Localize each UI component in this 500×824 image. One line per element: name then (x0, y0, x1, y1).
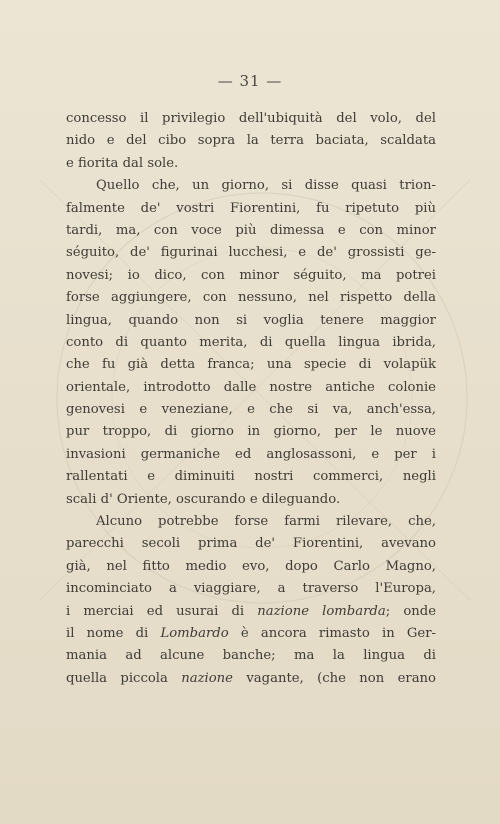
text-line (66, 578, 436, 600)
text-run: pur troppo, di giorno in giorno, per le nuove (66, 424, 436, 440)
text-run: Quello che, un giorno, si disse quasi trion- (96, 178, 436, 194)
text-run: genovesi e veneziane, e che si va, anch'essa, (66, 402, 436, 418)
text-run: il nome di (66, 625, 161, 641)
text-run: vagante, (che non erano (232, 670, 436, 686)
text-run: nido e del cibo sopra la terra baciata, scaldata (66, 133, 436, 149)
text-run: e fiorita dal sole. (66, 155, 179, 171)
text-line (66, 556, 436, 578)
text-line (66, 444, 436, 466)
text-run: forse aggiungere, con nessuno, nel rispetto della (66, 290, 436, 306)
paragraph-3 (66, 511, 436, 690)
text-run: invasioni germaniche ed anglosassoni, e per i (66, 446, 436, 462)
text-line (66, 533, 436, 555)
text-run: lingua, quando non si voglia tenere maggior (66, 312, 436, 328)
text-run: falmente de' vostri Fiorentini, fu ripetuto più (66, 200, 436, 216)
text-line (66, 601, 436, 623)
text-line (66, 668, 436, 690)
text-run: orientale, introdotto dalle nostre antiche colonie (66, 379, 436, 395)
text-run: mania ad alcune banche; ma la lingua di (66, 648, 436, 664)
text-line (66, 198, 436, 220)
text-run: novesi; io dico, con minor séguito, ma potrei (66, 267, 436, 283)
text-line (66, 421, 436, 443)
paragraph-1 (66, 108, 436, 175)
text-line (66, 108, 436, 130)
text-run: ; onde (385, 603, 436, 619)
text-run: tardi, ma, con voce più dimessa e con minor (66, 222, 436, 238)
text-line (66, 153, 436, 175)
text-line (66, 489, 436, 511)
text-line (66, 354, 436, 376)
text-line (66, 175, 436, 197)
italic-term: Lombardo (160, 625, 229, 641)
page-number: — 31 — (217, 72, 283, 90)
italic-term: nazione (181, 670, 233, 686)
text-line (66, 377, 436, 399)
text-line (66, 623, 436, 645)
text-line (66, 511, 436, 533)
text-run: conto di quanto merita, di quella lingua ibrida, (66, 334, 436, 350)
text-line (66, 310, 436, 332)
text-line (66, 265, 436, 287)
text-line (66, 466, 436, 488)
text-run: séguito, de' figurinai lucchesi, e de' grossisti ge- (66, 245, 436, 261)
text-line (66, 242, 436, 264)
text-run: i merciai ed usurai di (66, 603, 258, 619)
text-run: scali d' Oriente, oscurando e dileguando. (66, 491, 341, 507)
text-run: che fu già detta franca; una specie di volapük (66, 357, 436, 373)
text-line (66, 220, 436, 242)
text-run: quella piccola (66, 670, 182, 686)
text-line (66, 287, 436, 309)
text-run: rallentati e diminuiti nostri commerci, negli (66, 469, 436, 485)
text-run: già, nel fitto medio evo, dopo Carlo Magno, (66, 558, 436, 574)
body-text (66, 108, 436, 690)
italic-term: nazione lombarda (257, 603, 386, 619)
text-line (66, 332, 436, 354)
paragraph-2 (66, 175, 436, 511)
text-line (66, 645, 436, 667)
text-line (66, 399, 436, 421)
text-run: concesso il privilegio dell'ubiquità del volo, del (66, 111, 436, 126)
text-run: Alcuno potrebbe forse farmi rilevare, che, (96, 514, 436, 530)
text-run: incominciato a viaggiare, a traverso l'Europa, (66, 581, 436, 597)
text-run: parecchi secoli prima de' Fiorentini, avevano (66, 536, 436, 552)
text-line (66, 130, 436, 152)
text-run: è ancora rimasto in Ger- (228, 625, 436, 641)
